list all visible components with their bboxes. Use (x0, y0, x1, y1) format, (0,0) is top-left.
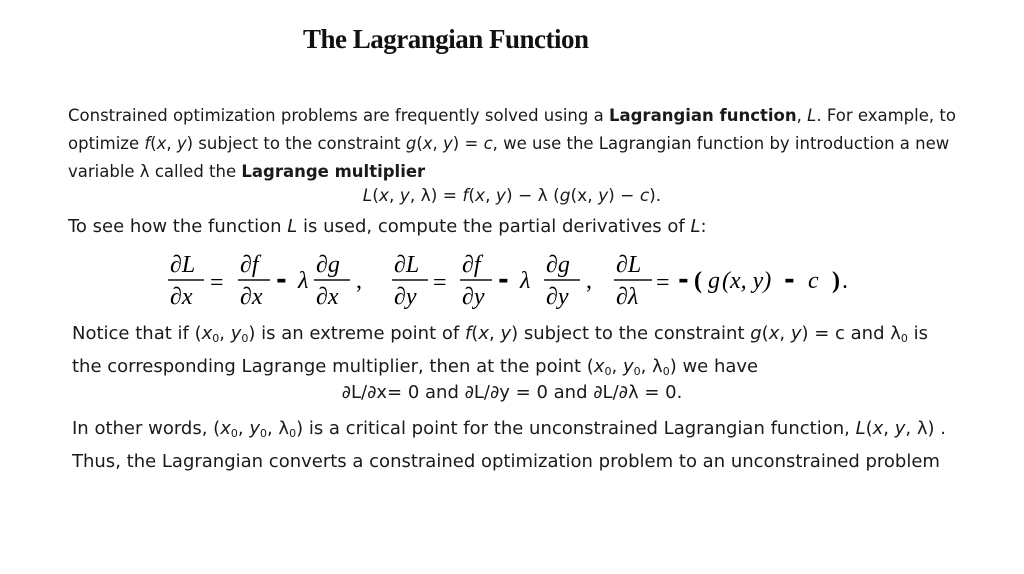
notice-paragraph: Notice that if ($x_0$, $y_0$) is an extreme point of f(x, y) subject to the constraint g(x, y) = c and $\lambda_0$ is the corresponding Lagrange multiplier, then at the point ($x_0$, $y_0$, $\lambda_0$) we have (72, 323, 928, 378)
eq2-denominator: ∂y (394, 284, 417, 310)
eq3-minus2: - (784, 265, 795, 295)
eq1-dg: ∂g (316, 252, 340, 278)
slide-title: The Lagrangian Function (303, 24, 589, 54)
eq1-lambda: λ (298, 268, 309, 294)
partials-intro: To see how the function L is used, compute the partial derivatives of L: (68, 216, 707, 237)
eq3-close-paren: ) (832, 268, 840, 294)
eq2-comma: , (586, 268, 592, 294)
eq3-open-paren: ( (694, 268, 702, 294)
eq2-equals: = (433, 270, 447, 296)
eq2-df-den: ∂y (462, 284, 485, 310)
conclusion-paragraph: In other words, ($x_0$, $y_0$, $\lambda_0$) is a critical point for the unconstrained Lagrangian function, L(x, y, λ) . Thus, the Lagrangian converts a constrained optimization problem to an unconstrained problem (72, 418, 946, 472)
eq1-df: ∂f (240, 252, 259, 278)
eq3-g: g (708, 268, 720, 294)
intro-paragraph: Constrained optimization problems are frequently solved using a Lagrangian function, L. For example, to optimize f(x, y) subject to the constraint g(x, y) = c, we use the Lagrangian function by introduction a new variable λ called the Lagrange multiplier (68, 106, 956, 181)
critical-conditions: ∂L/∂x= 0 and ∂L/∂y = 0 and ∂L/∂λ = 0. (341, 382, 683, 403)
eq1-numerator: ∂L (170, 252, 196, 278)
eq1-df-den: ∂x (240, 284, 263, 310)
eq2-lambda: λ (520, 268, 531, 294)
eq3-numerator: ∂L (616, 252, 642, 278)
eq3-args: (x, y) (722, 268, 772, 294)
eq3-minus: - (678, 265, 689, 295)
equations-figure (168, 248, 868, 312)
eq3-equals: = (656, 270, 670, 296)
eq2-df: ∂f (462, 252, 481, 278)
eq3-period: . (842, 268, 848, 294)
eq2-numerator: ∂L (394, 252, 420, 278)
eq2-dg: ∂g (546, 252, 570, 278)
eq3-c: c (808, 268, 819, 294)
eq1-equals: = (210, 270, 224, 296)
eq3-denominator: ∂λ (616, 284, 639, 310)
eq2-dg-den: ∂y (546, 284, 569, 310)
eq1-dg-den: ∂x (316, 284, 339, 310)
partial-derivative-equations (168, 248, 868, 312)
eq1-denominator: ∂x (170, 284, 193, 310)
eq1-minus: - (276, 265, 287, 295)
eq2-minus: - (498, 265, 509, 295)
eq1-comma: , (356, 268, 362, 294)
lagrangian-definition: L(x, y, λ) = f(x, y) − λ (g(x, y) − c). (362, 186, 662, 206)
